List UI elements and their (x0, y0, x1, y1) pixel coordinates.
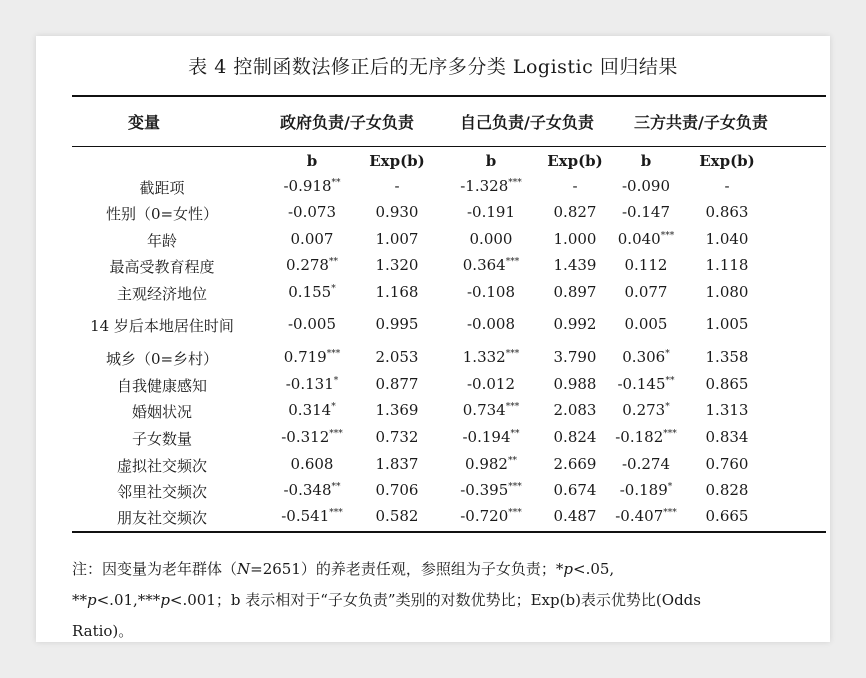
cell-value: 0.827 (553, 203, 597, 221)
cell-value: 0.897 (553, 283, 597, 301)
cell-value: 0.155 (288, 283, 332, 301)
table-cell (540, 507, 610, 525)
row-label: 子女数量 (131, 430, 192, 448)
subheader-expb-2: Exp(b) (547, 152, 603, 170)
row-label: 14 岁后本地居住时间 (90, 317, 234, 335)
cell-value: 0.719 (283, 348, 327, 366)
table-cell (446, 256, 536, 274)
cell-value: -1.328 (460, 177, 509, 195)
row-label: 邻里社交频次 (116, 483, 207, 501)
cell-value: 1.369 (375, 401, 419, 419)
cell-value: 1.837 (375, 455, 419, 473)
table-cell (360, 455, 434, 473)
table-cell (360, 203, 434, 221)
table-cell (360, 315, 434, 333)
significance-stars: *** (505, 257, 520, 267)
table-row (36, 481, 830, 507)
table-row (36, 177, 830, 203)
table-cell (540, 203, 610, 221)
cell-value: 1.313 (705, 401, 749, 419)
row-label: 年龄 (146, 232, 177, 250)
table-cell (690, 481, 764, 499)
cell-value: 0.877 (375, 375, 419, 393)
table-card (36, 36, 830, 642)
note-line-2 (72, 585, 812, 616)
table-cell (690, 348, 764, 366)
cell-value: 0.608 (290, 455, 334, 473)
cell-value: 0.487 (553, 507, 597, 525)
cell-value: -0.348 (283, 481, 332, 499)
cell-value: -0.131 (285, 375, 334, 393)
note-line-1 (72, 554, 812, 585)
significance-stars: ** (331, 482, 341, 492)
table-cell (360, 507, 434, 525)
cell-value: -0.012 (466, 375, 515, 393)
cell-value: -0.194 (462, 428, 511, 446)
row-label: 城乡（0=乡村） (105, 350, 219, 368)
cell-value: -0.005 (287, 315, 336, 333)
table-cell (690, 428, 764, 446)
cell-value: -0.182 (615, 428, 664, 446)
table-cell (690, 455, 764, 473)
cell-value: 0.865 (705, 375, 749, 393)
table-cell (360, 401, 434, 419)
table-cell (360, 428, 434, 446)
cell-value: 0.988 (553, 375, 597, 393)
cell-value: 1.118 (705, 256, 749, 274)
table-row (36, 507, 830, 533)
cell-value: 0.824 (553, 428, 597, 446)
table-cell (606, 481, 686, 499)
cell-value: 2.669 (553, 455, 597, 473)
table-row (36, 455, 830, 481)
table-cell (606, 375, 686, 393)
cell-value: 0.306 (622, 348, 666, 366)
significance-stars: *** (326, 349, 341, 359)
cell-value: 1.168 (375, 283, 419, 301)
cell-value: 0.582 (375, 507, 419, 525)
table-cell (360, 177, 434, 195)
top-rule (72, 95, 826, 97)
significance-stars: *** (663, 508, 677, 518)
table-row (36, 203, 830, 229)
table-cell (540, 375, 610, 393)
table-cell (272, 230, 352, 248)
note-text: <.001；b 表示相对于“子女负责”类别的对数优势比；Exp(b)表示优势比(Odds (169, 591, 701, 609)
table-cell (690, 230, 764, 248)
cell-value: 0.760 (705, 455, 749, 473)
table-cell (540, 283, 610, 301)
table-cell (446, 428, 536, 446)
note-p: p (563, 560, 573, 578)
cell-value: 0.005 (624, 315, 668, 333)
table-cell (606, 401, 686, 419)
cell-value: 0.995 (375, 315, 419, 333)
cell-value: -0.108 (466, 283, 515, 301)
table-cell (540, 455, 610, 473)
cell-value: 0.364 (462, 256, 506, 274)
cell-value: 0.077 (624, 283, 668, 301)
cell-value: 0.834 (705, 428, 749, 446)
table-cell (690, 507, 764, 525)
table-cell (690, 315, 764, 333)
significance-stars: *** (508, 178, 522, 188)
cell-value: 0.314 (288, 401, 332, 419)
header-group-1: 政府负责/子女负责 (280, 113, 414, 132)
table-cell (446, 203, 536, 221)
row-label: 自我健康感知 (116, 377, 207, 395)
cell-value: 0.000 (469, 230, 513, 248)
cell-value: 0.863 (705, 203, 749, 221)
header-variable: 变量 (128, 113, 161, 132)
table-row (36, 375, 830, 401)
table-cell (272, 283, 352, 301)
table-cell (606, 315, 686, 333)
cell-value: 1.332 (462, 348, 506, 366)
cell-value: 1.007 (375, 230, 419, 248)
note-text: =2651）的养老责任观，参照组为子女负责；* (250, 560, 564, 578)
significance-stars: ** (510, 429, 520, 439)
table-cell (690, 256, 764, 274)
cell-value: -0.274 (621, 455, 670, 473)
table-cell (272, 455, 352, 473)
header-group-2: 自己负责/子女负责 (460, 113, 594, 132)
significance-stars: *** (508, 508, 522, 518)
cell-value: 0.982 (465, 455, 508, 473)
table-row (36, 401, 830, 427)
table-cell (272, 507, 352, 525)
cell-value: 0.278 (286, 256, 329, 274)
table-cell (690, 283, 764, 301)
row-label: 主观经济地位 (116, 285, 207, 303)
table-cell (446, 481, 536, 499)
significance-stars: *** (505, 349, 520, 359)
table-row (36, 348, 830, 374)
row-label: 截距项 (139, 179, 185, 197)
significance-stars: ** (507, 456, 517, 466)
cell-value: 0.112 (624, 256, 668, 274)
significance-stars: * (665, 402, 670, 412)
header-rule (72, 146, 826, 147)
cell-value: -0.918 (283, 177, 332, 195)
cell-value: -0.147 (621, 203, 670, 221)
subheader-expb-1: Exp(b) (369, 152, 425, 170)
table-cell (690, 203, 764, 221)
significance-stars: *** (329, 429, 343, 439)
table-cell (446, 230, 536, 248)
cell-value: - (394, 177, 400, 195)
table-cell (272, 481, 352, 499)
table-cell (606, 203, 686, 221)
table-cell (540, 401, 610, 419)
note-text: ** (72, 591, 87, 609)
note-n: N (237, 560, 251, 578)
table-cell (540, 348, 610, 366)
table-cell (606, 428, 686, 446)
cell-value: -0.312 (281, 428, 330, 446)
cell-value: -0.189 (619, 481, 668, 499)
table-cell (272, 401, 352, 419)
table-row (36, 230, 830, 256)
subheader-expb-3: Exp(b) (699, 152, 755, 170)
table-cell (360, 256, 434, 274)
cell-value: -0.407 (615, 507, 664, 525)
row-label: 朋友社交频次 (116, 509, 207, 527)
table-cell (446, 315, 536, 333)
table-cell (690, 401, 764, 419)
significance-stars: ** (665, 376, 675, 386)
cell-value: - (572, 177, 578, 195)
table-cell (540, 481, 610, 499)
table-cell (606, 348, 686, 366)
significance-stars: ** (331, 178, 341, 188)
table-row (36, 256, 830, 282)
cell-value: 1.358 (705, 348, 749, 366)
significance-stars: *** (660, 231, 675, 241)
note-text: 注：因变量为老年群体（ (72, 560, 238, 578)
cell-value: 0.007 (290, 230, 334, 248)
significance-stars: * (667, 482, 673, 492)
header-group-3: 三方共责/子女负责 (634, 113, 768, 132)
row-label: 最高受教育程度 (109, 258, 215, 276)
table-cell (272, 256, 352, 274)
table-cell (272, 315, 352, 333)
table-cell (272, 348, 352, 366)
significance-stars: *** (508, 482, 522, 492)
row-label: 婚姻状况 (131, 403, 192, 421)
cell-value: 0.665 (705, 507, 749, 525)
note-text: <.05, (573, 560, 615, 578)
cell-value: -0.008 (466, 315, 515, 333)
table-cell (272, 375, 352, 393)
table-cell (606, 455, 686, 473)
cell-value: -0.395 (460, 481, 509, 499)
table-cell (606, 283, 686, 301)
table-cell (606, 230, 686, 248)
cell-value: 1.040 (705, 230, 749, 248)
row-label: 虚拟社交频次 (116, 457, 207, 475)
cell-value: 0.930 (375, 203, 419, 221)
table-row (36, 283, 830, 309)
table-row (36, 428, 830, 454)
subheader-b-1: b (306, 152, 318, 170)
table-cell (446, 283, 536, 301)
significance-stars: * (331, 402, 336, 412)
note-p: p (160, 591, 170, 609)
table-cell (360, 283, 434, 301)
table-cell (446, 507, 536, 525)
note-p: p (87, 591, 97, 609)
table-cell (446, 177, 536, 195)
cell-value: 0.674 (553, 481, 597, 499)
subheader-b-2: b (485, 152, 497, 170)
significance-stars: ** (328, 257, 338, 267)
significance-stars: *** (505, 402, 520, 412)
cell-value: -0.073 (287, 203, 336, 221)
note-text: <.01,*** (96, 591, 161, 609)
significance-stars: *** (663, 429, 677, 439)
table-cell (690, 375, 764, 393)
table-cell (446, 401, 536, 419)
table-cell (360, 481, 434, 499)
cell-value: 0.992 (553, 315, 597, 333)
table-cell (540, 177, 610, 195)
table-cell (540, 315, 610, 333)
cell-value: 1.080 (705, 283, 749, 301)
cell-value: 2.083 (553, 401, 597, 419)
cell-value: 0.734 (462, 401, 506, 419)
cell-value: 0.273 (622, 401, 666, 419)
cell-value: -0.720 (460, 507, 509, 525)
table-cell (272, 203, 352, 221)
cell-value: 1.005 (705, 315, 749, 333)
table-row (36, 315, 830, 341)
cell-value: -0.191 (466, 203, 515, 221)
cell-value: 3.790 (553, 348, 597, 366)
table-cell (540, 230, 610, 248)
cell-value: 0.706 (375, 481, 419, 499)
table-cell (272, 428, 352, 446)
cell-value: 1.439 (553, 256, 597, 274)
table-cell (540, 428, 610, 446)
cell-value: 2.053 (375, 348, 419, 366)
table-title: 表 4 控制函数法修正后的无序多分类 Logistic 回归结果 (188, 56, 678, 78)
table-cell (446, 375, 536, 393)
table-note (72, 554, 812, 647)
table-cell (272, 177, 352, 195)
subheader-b-3: b (640, 152, 652, 170)
cell-value: 0.828 (705, 481, 749, 499)
cell-value: 0.732 (375, 428, 419, 446)
cell-value: 1.320 (375, 256, 419, 274)
significance-stars: * (331, 284, 336, 294)
cell-value: - (724, 177, 730, 195)
table-cell (360, 348, 434, 366)
significance-stars: *** (329, 508, 343, 518)
table-cell (606, 507, 686, 525)
cell-value: 1.000 (553, 230, 597, 248)
table-cell (690, 177, 764, 195)
cell-value: -0.090 (621, 177, 670, 195)
significance-stars: * (333, 376, 339, 386)
cell-value: -0.541 (281, 507, 330, 525)
table-cell (446, 455, 536, 473)
note-line-3: Ratio)。 (72, 622, 134, 640)
row-label: 性别（0=女性） (105, 205, 219, 223)
bottom-rule (72, 531, 826, 533)
cell-value: -0.145 (617, 375, 666, 393)
table-cell (360, 230, 434, 248)
subheader-row (36, 152, 830, 178)
cell-value: 0.040 (617, 230, 661, 248)
table-cell (446, 348, 536, 366)
table-cell (360, 375, 434, 393)
table-cell (606, 256, 686, 274)
significance-stars: * (665, 349, 670, 359)
table-cell (540, 256, 610, 274)
table-cell (606, 177, 686, 195)
